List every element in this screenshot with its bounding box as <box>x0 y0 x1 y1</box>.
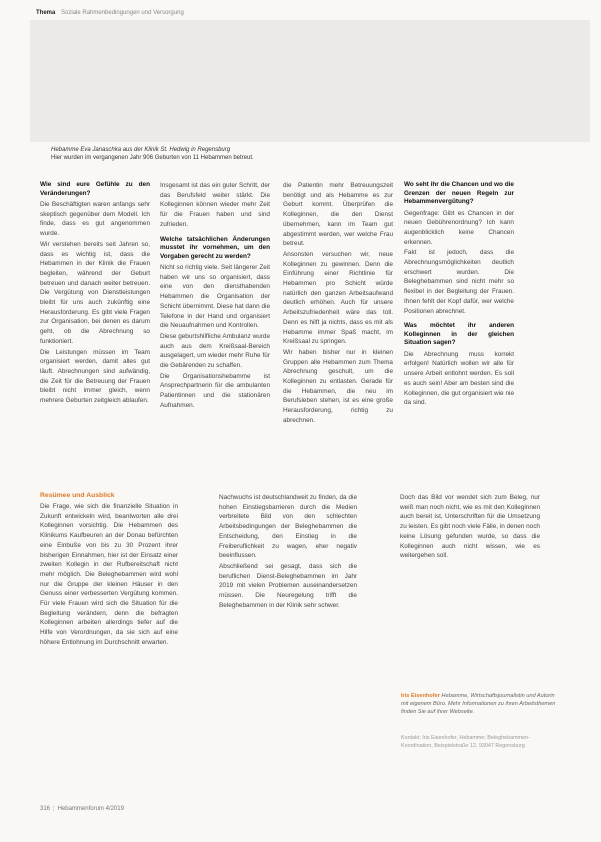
interview-column-3 <box>283 181 393 427</box>
footer-separator: | <box>53 806 55 812</box>
caption-line-2: Hier wurden im vergangenen Jahr 906 Geburten von 11 Hebammen betreut. <box>51 155 254 161</box>
author-name: Iris Eisenhofer <box>401 693 440 699</box>
body-paragraph: Die Frage, wie sich die finanzielle Situation in Zukunft entwickeln wird, beantworten alle drei Kolleginnen vorsichtig. Die Hebammen des Klinikums Kaufbeuren an der Donau befürchten eine Einbuße von bis zu 30 Prozent ihrer bisherigen Einnahmen, hier ist der Einsatz einer zweiten Kollegin in der Rufbereitschaft nicht mehr möglich. Die Beleghebammen wird wohl nur die Gruppe der kleinen Häuser in den Genuss einer verbesserten Vergütung kommen. Für viele Frauen wird sich die Situation für die Begleitung verändern, denn die befragten Kolleginnen arbeiten allerdings tiefer auf die Hilfe von Verordnungen, da sie sich auf eine höhere Entlohnung im Durchschnitt erwarten. <box>40 503 178 646</box>
interview-question: Wo seht ihr die Chancen und wo die Grenzen der neuen Regeln zur Hebammenvergütung? <box>404 181 514 205</box>
photo-caption <box>51 146 571 162</box>
summary-heading: Resümee und Ausblick <box>40 492 115 499</box>
body-paragraph: Abschließend sei gesagt, dass sich die beruflichen Dienst-Beleghebammen im Jahr 2019 mit vielen Problemen auseinandersetzen müssen. Die Neuregelung trifft die Beleghebammen in der Klinik sehr schwer. <box>219 562 357 609</box>
summary-column-2 <box>219 493 357 611</box>
journal-name: Hebammenforum 4/2019 <box>57 806 124 812</box>
interview-column-4 <box>404 181 514 409</box>
body-paragraph: Nicht so richtig viele. Seit längerer Zeit haben wir uns so organisiert, dass eine von den diensthabenden Hebammen die Organisation der Schicht übernimmt. Diese hat dann die Telefone in der Hand und organisiert die Neuaufnahmen und Kontrollen. <box>160 264 270 330</box>
page-number: 316 <box>40 806 51 812</box>
author-bio <box>401 693 561 716</box>
article-photo <box>30 20 590 142</box>
body-paragraph: Doch das Bild vor wendet sich zum Beleg, nur weiß man noch nicht, wie es mit den Kolleginnen auch bereit ist, Unterschriften für die Umsetzung zu leisten. Es gibt noch viele Fälle, in denen noch keine Lösung gefunden wurde, so dass die Kolleginnen auch nicht wissen, wie es weitergehen soll. <box>400 494 540 560</box>
body-paragraph: Ansonsten versuchen wir, neue Kolleginnen zu gewinnen. Denn die Einführung einer Richtlinie für Hebammen pro Schicht würde natürlich den ganzen Arbeitsaufwand deutlich erhöhen. Auch für unsere Arbeitszufriedenheit wäre das toll. Denn es hilft ja nichts, dass es mit als Hebamme immer Spaß macht, im Kreißsaal zu springen. <box>283 250 393 346</box>
interview-question: Welche tatsächlichen Änderungen musstet ihr vornehmen, um den Vorgaben gerecht zu werden? <box>160 235 270 260</box>
summary-column-1 <box>40 502 178 649</box>
interview-question: Wie sind eure Gefühle zu den Veränderungen? <box>40 181 150 197</box>
author-description: Hebamme, Wirtschaftsjournalistin und Autorin mit eigenem Büro. Mehr Informationen zu ihren Arbeitsthemen finden Sie auf ihrer Webseite. <box>401 693 556 715</box>
body-paragraph: Insgesamt ist das ein guter Schritt, der das Berufsfeld weiter stärkt. Die Kolleginnen können wieder mehr Zeit für die Frauen haben und sind zufrieden. <box>160 182 270 228</box>
body-paragraph: Fakt ist jedoch, dass die Abrechnungsmöglichkeiten deutlich erschwert wurden. Die Beleghebammen sind nicht mehr so flexibel in der Begleitung der Frauen. Ihnen fehlt der Kopf dafür, wer welche Positionen abrechnet. <box>404 249 514 315</box>
interview-column-1 <box>40 181 150 407</box>
section-topic: Soziale Rahmenbedingungen und Versorgung <box>61 10 184 16</box>
body-paragraph: Wir haben bisher nur in kleinen Gruppen alle Hebammen zum Thema Abrechnung geschult, um die Kolleginnen zu entlasten. Gerade für die Hebammen, die neu im Berufsleben stehen, ist es eine große Herausforderung, richtig zu abrechnen. <box>283 348 393 424</box>
body-paragraph: Diese geburtshilfliche Ambulanz wurde auch aus dem Kreißsaal-Bereich ausgelagert, um wieder mehr Ruhe für die Gebärenden zu schaffen. <box>160 332 270 370</box>
summary-column-3 <box>400 493 540 562</box>
body-paragraph: Gegenfrage: Gibt es Chancen in der neuen Gebührenordnung? Ich kann augenblicklich keine Chancen erkennen. <box>404 209 514 246</box>
body-paragraph: Die Beschäftigten waren anfangs sehr skeptisch gegenüber dem Modell. Ich finde, dass es gut angenommen wurde. <box>40 201 150 238</box>
running-header <box>36 10 184 16</box>
interview-question: Was möchtet ihr anderen Kolleginnen in der gleichen Situation sagen? <box>404 322 514 347</box>
section-label: Thema <box>36 10 56 16</box>
body-paragraph: Wir verstehen bereits seit Jahren so, dass es wichtig ist, dass die Hebammen in der Klinik die Frauen begleiten, während der Geburt betreuen und danach weiter betreuen. Die Vergütung von Dienstleistungen bleibt für uns auch zukünftig eine Herausforderung. Es gibt viele Fragen zur Organisation, bei denen es darum geht, ob die Abrechnung so funktioniert. <box>40 240 150 345</box>
body-paragraph: Die Organisationshebamme ist Ansprechpartnerin für die ambulanten Patientinnen und die stationären Aufnahmen. <box>160 372 270 409</box>
page-footer <box>40 806 124 812</box>
interview-column-2 <box>160 181 270 412</box>
author-contact: Kontakt: Iris Eisenhofer, Hebamme; Beleghebammen-Koordination, Beispielstraße 12, 93047 Regensburg <box>401 735 530 749</box>
body-paragraph: Die Abrechnung muss korrekt erfolgen! Natürlich wollen wir alle für unsere Arbeit entlohnt werden. Es soll es auch sein! Aber am besten sind die Kolleginnen, die gut organisiert wie nie da sind. <box>404 350 514 407</box>
body-paragraph: Die Leistungen müssen im Team organisiert werden, damit alles gut läuft. Abrechnungen sind aufwändig, die Zeit für die Betreuung der Frauen bleibt nicht immer gleich, wenn mehrere Geburten zeitgleich ablaufen. <box>40 348 150 405</box>
body-paragraph: Nachwuchs ist deutschlandweit zu finden, da die hohen Einstiegsbarrieren durch die Medien verbreitete Bild von den schlechten Arbeitsbedingungen der Beleghebammen die Entscheidung, den Einstieg in die Freiberuflichkeit zu wagen, eher negativ beeinflussen. <box>219 494 357 560</box>
body-paragraph: die Patientin mehr Betreuungszeit benötigt und als Hebamme es zur Geburt kommt. Überprüfen die Kolleginnen, die den Dienst übernehmen, kann im Team gut abgestimmt werden, wer welche Frau betreut. <box>283 182 393 248</box>
caption-line-1: Hebamme Eva Janaschka aus der Klinik St. Hedwig in Regensburg <box>51 147 231 153</box>
